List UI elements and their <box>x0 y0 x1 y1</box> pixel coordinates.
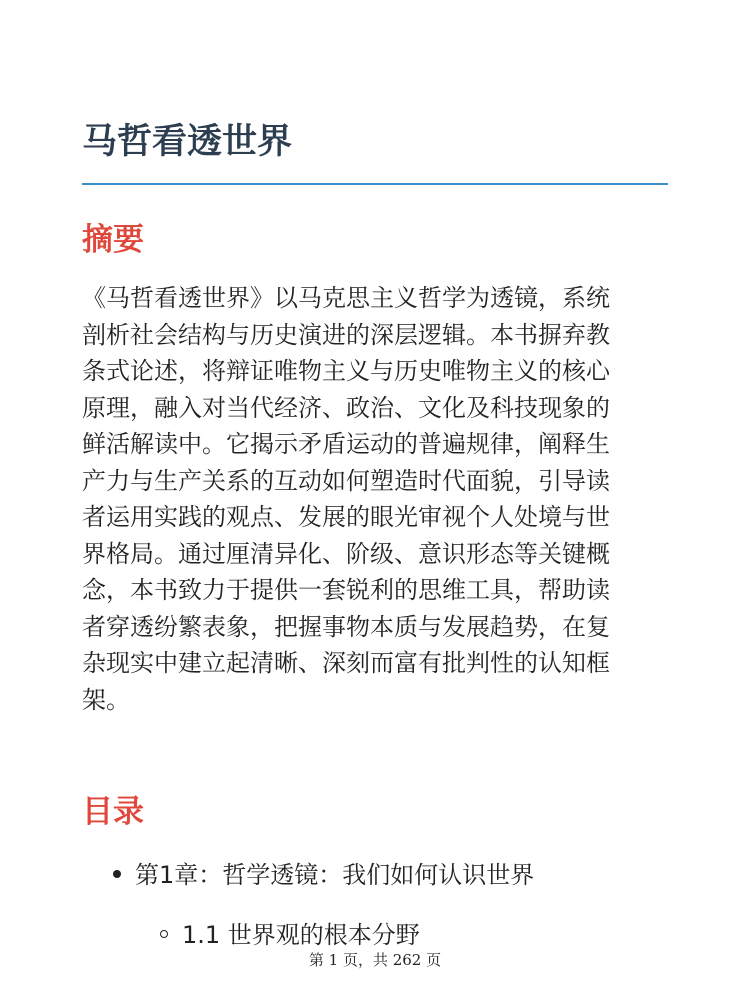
abstract-line: 者穿透纷繁表象，把握事物本质与发展趋势，在复 <box>82 612 610 641</box>
abstract-heading: 摘要 <box>82 222 144 258</box>
document-title: 马哲看透世界 <box>82 122 293 162</box>
page-number-footer: 第 1 页，共 262 页 <box>308 951 442 969</box>
abstract-line: 《马哲看透世界》以马克思主义哲学为透镜，系统 <box>82 284 610 312</box>
disc-bullet-icon <box>113 870 121 878</box>
toc-item-section-1-1[interactable] <box>160 915 420 955</box>
toc-heading: 目录 <box>82 794 144 830</box>
toc-item-chapter-1[interactable] <box>113 855 534 895</box>
abstract-line: 产力与生产关系的互动如何塑造时代面貌，引导读 <box>82 466 610 495</box>
abstract-line: 念，本书致力于提供一套锐利的思维工具，帮助读 <box>82 576 610 604</box>
abstract-line: 界格局。通过厘清异化、阶级、意识形态等关键概 <box>82 539 610 568</box>
abstract-line: 剖析社会结构与历史演进的深层逻辑。本书摒弃教 <box>82 320 610 349</box>
abstract-line: 者运用实践的观点、发展的眼光审视个人处境与世 <box>82 503 610 531</box>
circle-bullet-icon <box>160 930 168 938</box>
abstract-line: 条式论述，将辩证唯物主义与历史唯物主义的核心 <box>82 357 610 385</box>
abstract-line: 原理，融入对当代经济、政治、文化及科技现象的 <box>82 393 610 422</box>
toc-item-label: 1.1 世界观的根本分野 <box>182 921 420 949</box>
abstract-line: 杂现实中建立起清晰、深刻而富有批判性的认知框 <box>82 649 610 677</box>
toc-item-label: 第1章：哲学透镜：我们如何认识世界 <box>135 861 535 889</box>
abstract-line: 鲜活解读中。它揭示矛盾运动的普遍规律，阐释生 <box>82 430 610 458</box>
abstract-line: 架。 <box>82 685 130 714</box>
abstract-body <box>82 280 672 718</box>
title-divider <box>82 183 668 185</box>
